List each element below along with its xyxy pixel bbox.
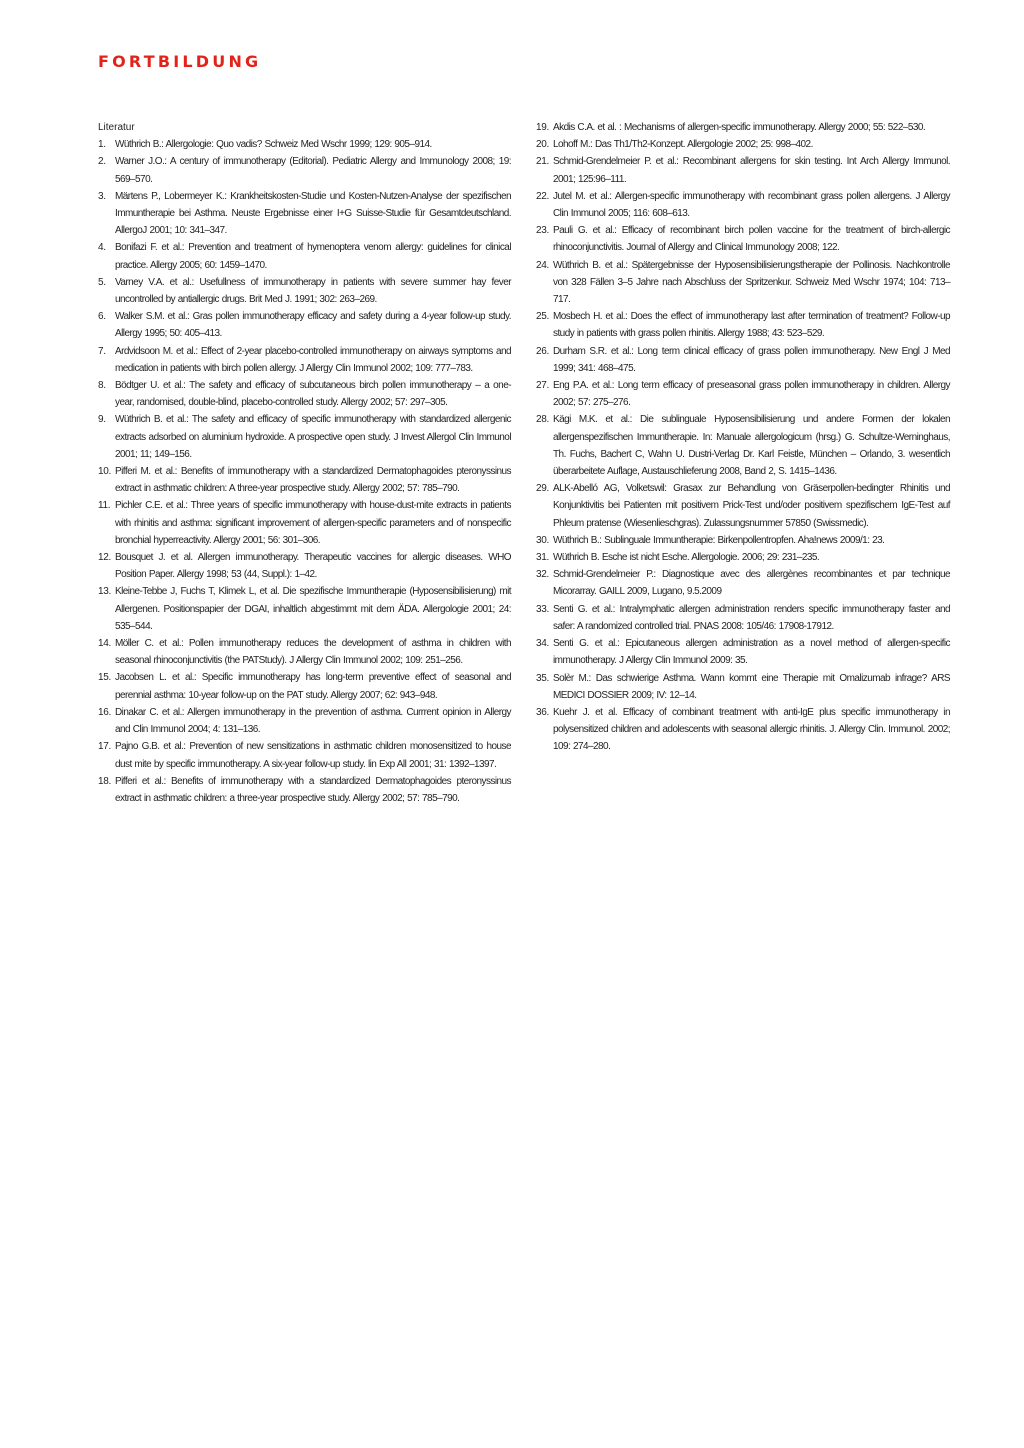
reference-item [98,274,511,308]
reference-number: 29. [536,483,550,495]
references-column-left [98,119,511,807]
reference-number: 31. [536,552,550,564]
reference-item [536,308,950,342]
section-title: FORTBILDUNG [98,52,262,71]
reference-text: Warner J.O.: A century of immunotherapy (Editorial). Pediatric Allergy and Immunology 2008; 19: 569–570. [115,156,511,185]
reference-list-left [98,136,511,807]
reference-number: 18. [98,775,112,787]
reference-number: 12. [98,552,112,564]
reference-text: Solèr M.: Das schwierige Asthma. Wann kommt eine Therapie mit Omalizumab infrage? ARS MEDICI DOSSIER 2009; IV: 12–14. [553,672,950,701]
reference-number: 24. [536,259,550,271]
reference-text: Wüthrich B.: Sublinguale Immuntherapie: Birkenpollentropfen. Aha!news 2009/1: 23. [553,534,885,546]
reference-item [536,532,950,549]
reference-text: Jutel M. et al.: Allergen-specific immunotherapy with recombinant grass pollen allergens. J Allergy Clin Immunol 2005; 116: 608–613. [553,190,950,220]
reference-text: Wüthrich B.: Allergologie: Quo vadis? Schweiz Med Wschr 1999; 129: 905–914. [115,139,432,151]
reference-item [98,738,511,772]
reference-text: Walker S.M. et al.: Gras pollen immunotherapy efficacy and safety during a 4-year follow-up study. Allergy 1995; 50: 405–413. [115,311,511,340]
reference-number: 5. [98,276,106,288]
reference-number: 35. [536,672,550,684]
reference-item [536,119,950,136]
reference-item [536,136,950,153]
reference-text: Schmid-Grendelmeier P. et al.: Recombinant allergens for skin testing. Int Arch Allergy Immunol. 2001; 125:96–111. [553,156,950,185]
reference-number: 8. [98,380,106,392]
reference-text: Dinakar C. et al.: Allergen immunotherapy in the prevention of asthma. Currrent opinion in Allergy and Clin Immunol 2004; 4: 131–136. [115,706,511,736]
reference-number: 34. [536,638,550,650]
reference-text: Bonifazi F. et al.: Prevention and treatment of hymenoptera venom allergy: guidelines for clinical practice. Allergy 2005; 60: 1459–1470. [115,242,511,271]
reference-item [98,669,511,703]
reference-text: Kägi M.K. et al.: Die sublinguale Hyposensibilisierung und andere Formen der lokalen allergenspezifischen Immuntherapie. In: Manuale allergologicum (hrsg.) G. Schultze-Werninghaus, Th. Fuchs, Bachert C, Wahn U. Dustri-Verlag Dr. Karl Feistle, München – Orlando, 3. wesentlich überarbeitete Auflage, Austauschlieferung 2008, Band 2, S. 1415–1436. [553,414,950,478]
reference-number: 11. [98,500,111,512]
reference-text: Möller C. et al.: Pollen immunotherapy reduces the development of asthma in children with seasonal rhinoconjunctivitis (the PATStudy). J Allergy Clin Immunol 2002; 109: 251–256. [115,638,511,667]
reference-item [536,635,950,669]
reference-item [98,377,511,411]
reference-number: 9. [98,414,106,426]
reference-text: Kleine-Tebbe J, Fuchs T, Klimek L, et al. Die spezifische Immuntherapie (Hyposensibilisierung) mit Allergenen. Positionspapier der DGAI, inhaltlich abgestimmt mit dem ÄDA. Allergologie 2001; 24: 535–544. [115,586,511,632]
reference-item [98,704,511,738]
reference-item [536,411,950,480]
reference-text: Schmid-Grendelmeier P.: Diagnostique avec des allergènes recombinantes et par technique Micorarray. GAILL 2009, Lugano, 9.5.2009 [553,569,950,598]
reference-text: Wüthrich B. et al.: Spätergebnisse der Hyposensibilisierungstherapie der Pollinosis. Nachkontrolle von 328 Fällen 3–5 Jahre nach Abschluss der Spritzenkur. Schweiz Med Wschr 1974; 104: 713–717. [553,259,950,306]
references-column-right [536,119,950,756]
reference-item [536,670,950,704]
reference-item [98,773,511,807]
reference-item [98,549,511,583]
reference-text: Pifferi et al.: Benefits of immunotherapy with a standardized Dermatophagoides pteronyssinus extract in asthmatic children: a three-year prospective study. Allergy 2002; 57: 785–790. [115,775,511,804]
reference-text: Wüthrich B. et al.: The safety and efficacy of specific immunotherapy with standardized allergenic extracts adsorbed on aluminium hydroxide. A prospective open study. J Invest Allergol Clin Immunol 2001; 11; 149–156. [115,414,511,460]
reference-item [536,153,950,187]
reference-text: Pajno G.B. et al.: Prevention of new sensitizations in asthmatic children monosensitized to house dust mite by specific immunotherapy. A six-year follow-up study. lin Exp All 2001; 31: 1392–1397. [115,741,511,770]
reference-text: Akdis C.A. et al. : Mechanisms of allergen-specific immunotherapy. Allergy 2000; 55: 522–530. [553,122,926,133]
reference-text: Pauli G. et al.: Efficacy of recombinant birch pollen vaccine for the treatment of birch-allergic rhinoconjunctivitis. Journal of Allergy and Clinical Immunology 2008; 122. [553,225,950,254]
reference-item [98,463,511,497]
reference-number: 10. [98,466,112,478]
reference-item [536,480,950,532]
reference-text: Eng P.A. et al.: Long term efficacy of preseasonal grass pollen immunotherapy in children. Allergy 2002; 57: 275–276. [553,380,950,409]
reference-number: 21. [536,156,550,168]
reference-number: 20. [536,139,550,151]
reference-item [98,153,511,187]
reference-item [536,549,950,566]
reference-number: 25. [536,311,550,323]
reference-text: Bödtger U. et al.: The safety and efficacy of subcutaneous birch pollen immunotherapy – a one-year, randomised, double-blind, placebo-controlled study. Allergy 2002; 57: 297–305. [115,380,511,409]
reference-text: Bousquet J. et al. Allergen immunotherapy. Therapeutic vaccines for allergic diseases. WHO Position Paper. Allergy 1998; 53 (44, Suppl.): 1–42. [115,552,511,581]
reference-item [536,377,950,411]
reference-text: Mosbech H. et al.: Does the effect of immunotherapy last after termination of treatment? Follow-up study in patients with grass pollen rhinitis. Allergy 1988; 43: 523–529. [553,311,950,340]
reference-text: Pifferi M. et al.: Benefits of immunotherapy with a standardized Dermatophagoides pteronyssinus extract in asthmatic children: A three-year prospective study. Allergy 2002; 57: 785–790. [115,466,511,495]
reference-number: 17. [98,741,112,753]
reference-text: Märtens P., Lobermeyer K.: Krankheitskosten-Studie und Kosten-Nutzen-Analyse der spezifischen Immuntherapie bei Asthma. Neuste Ergebnisse einer I+G Suisse-Studie für Gesamtdeutschland. AllergoJ 2001; 10: 341–347. [115,190,511,237]
reference-number: 13. [98,586,112,598]
reference-number: 4. [98,242,106,254]
reference-item [98,635,511,669]
reference-number: 22. [536,190,550,202]
reference-item [98,343,511,377]
reference-number: 6. [98,311,106,323]
reference-number: 7. [98,345,106,357]
reference-item [98,583,511,635]
reference-number: 15. [98,672,112,684]
literature-heading: Literatur [98,122,135,133]
reference-number: 23. [536,225,550,237]
reference-item [536,704,950,756]
reference-text: Lohoff M.: Das Th1/Th2-Konzept. Allergologie 2002; 25: 998–402. [553,139,813,151]
reference-number: 30. [536,534,550,546]
reference-item [98,411,511,463]
reference-text: Wüthrich B. Esche ist nicht Esche. Allergologie. 2006; 29: 231–235. [553,552,820,564]
reference-number: 16. [98,706,112,718]
reference-text: ALK-Abelló AG, Volketswil: Grasax zur Behandlung von Gräserpollen-bedingter Rhinitis und Konjunktivitis bei Patienten mit positivem Prick-Test und/oder positivem spezifischem IgE-Test auf Phleum pratense (Wiesenlieschgras). Zulassungsnummer 57850 (Swissmedic). [553,483,950,529]
reference-item [98,136,511,153]
reference-number: 19. [536,122,550,133]
reference-text: Senti G. et al.: Epicutaneous allergen administration as a novel method of allergen-specific immunotherapy. J Allergy Clin Immunol 2009: 35. [553,638,950,667]
reference-item [98,239,511,273]
reference-text: Ardvidsoon M. et al.: Effect of 2-year placebo-controlled immunotherapy on airways symptoms and medication in patients with birch pollen allergy. J Allergy Clin Immunol 2002; 109: 777–783. [115,345,511,374]
reference-item [536,566,950,600]
reference-item [536,188,950,222]
reference-number: 1. [98,139,106,151]
reference-text: Senti G. et al.: Intralymphatic allergen administration renders specific immunotherapy faster and safer: A randomized controlled trial. PNAS 2008: 105/46: 17908-17912. [553,603,950,632]
reference-list-right [536,119,950,756]
reference-number: 32. [536,569,550,581]
reference-number: 27. [536,380,550,392]
reference-number: 36. [536,706,550,718]
reference-number: 3. [98,190,106,202]
reference-number: 26. [536,345,550,357]
reference-item [98,497,511,549]
reference-number: 2. [98,156,106,168]
reference-item [536,222,950,256]
reference-number: 14. [98,638,112,650]
reference-item [536,601,950,635]
reference-text: Durham S.R. et al.: Long term clinical efficacy of grass pollen immunotherapy. New Engl J Med 1999; 341: 468–475. [553,345,950,374]
reference-item [98,308,511,342]
reference-text: Kuehr J. et al. Efficacy of combinant treatment with anti-IgE plus specific immunotherapy in polysensitized children and adolescents with seasonal allergic rhinitis. J. Allergy Clin. Immunol. 2002; 109: 274–280. [553,706,950,753]
reference-item [536,343,950,377]
reference-text: Jacobsen L. et al.: Specific immunotherapy has long-term preventive effect of seasonal and perennial asthma: 10-year follow-up on the PAT study. Allergy 2007; 62: 943–948. [115,672,511,701]
reference-number: 28. [536,414,550,426]
reference-item [98,188,511,240]
reference-text: Pichler C.E. et al.: Three years of specific immunotherapy with house-dust-mite extracts in patients with rhinitis and asthma: significant improvement of allergen-specific parameters and of nonspecific bronchial hyperreactivity. Allergy 2001; 56: 301–306. [115,500,511,546]
reference-text: Varney V.A. et al.: Usefullness of immunotherapy in patients with severe summer hay fever uncontrolled by antiallergic drugs. Brit Med J. 1991; 302: 263–269. [115,276,511,306]
reference-item [536,257,950,309]
reference-number: 33. [536,603,550,615]
